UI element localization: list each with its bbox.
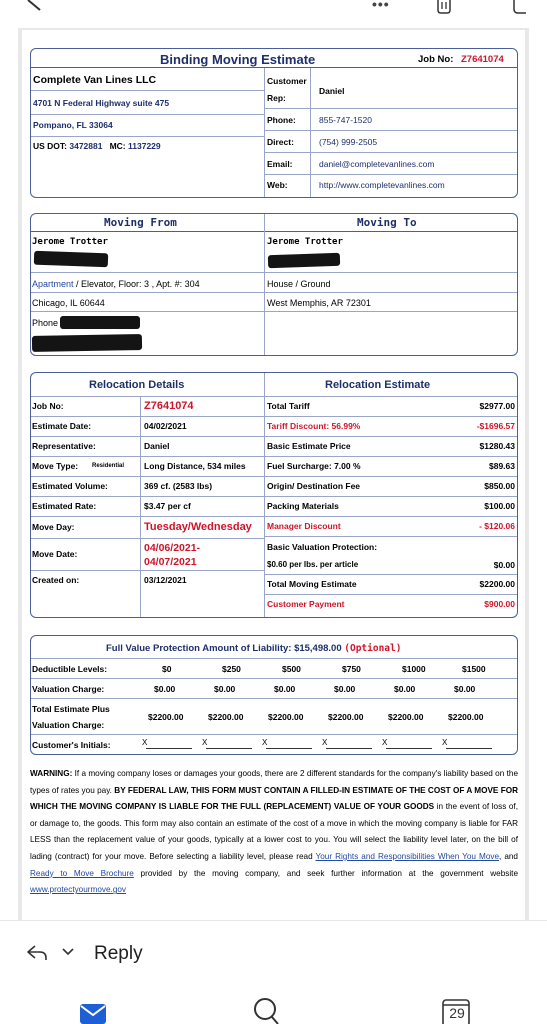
divider (265, 436, 517, 437)
moving-from-title: Moving From (104, 216, 177, 229)
redacted-phone (60, 316, 140, 329)
estimate-value: $2977.00 (479, 401, 515, 411)
total-with-valuation: $2200.00 (388, 712, 424, 722)
redacted-address (34, 251, 108, 268)
valuation-charge: $0.00 (154, 684, 176, 694)
initials-label: Customer's Initials: (32, 740, 111, 750)
initials-field[interactable]: X (262, 738, 268, 747)
detail-value: Daniel (144, 440, 170, 451)
email-label: Email: (267, 159, 293, 169)
usdot-row: US DOT: 3472881 MC: 1137229 (33, 141, 161, 151)
detail-value: 369 cf. (2583 lbs) (144, 480, 213, 491)
initials-field[interactable]: X (442, 738, 448, 747)
deductible-level: $250 (222, 664, 241, 674)
divider (265, 496, 517, 497)
detail-sublabel: Residential (92, 463, 125, 469)
relocation-estimate-title: Relocation Estimate (325, 379, 431, 391)
divider (265, 416, 517, 417)
estimate-label: Basic Estimate Price (267, 441, 351, 451)
divider (265, 594, 517, 595)
direct-label: Direct: (267, 137, 294, 147)
valuation-charge: $0.00 (454, 684, 476, 694)
job-number: Z7641074 (461, 54, 504, 65)
reply-bar (0, 920, 547, 986)
estimate-value: $89.63 (489, 461, 515, 471)
initials-field[interactable]: X (202, 738, 208, 747)
divider (31, 496, 264, 497)
phone-value: 855-747-1520 (319, 115, 372, 125)
mc-number: 1137229 (128, 141, 161, 151)
estimate-label: Origin/ Destination Fee (267, 481, 361, 491)
divider (265, 476, 517, 477)
from-phone-label: Phone (32, 318, 59, 328)
estimate-label: Tariff Discount: 56.99% (267, 421, 361, 431)
search-icon[interactable] (252, 996, 280, 1024)
divider (31, 678, 517, 679)
deductible-level: $750 (342, 664, 361, 674)
valuation-charge: $0.00 (334, 684, 356, 694)
initials-field[interactable]: X (322, 738, 328, 747)
detail-label: Move Type: (32, 461, 79, 471)
total-with-valuation: $2200.00 (328, 712, 364, 722)
estimate-value: $850.00 (484, 481, 515, 491)
divider (31, 570, 264, 571)
initials-underline (206, 748, 252, 749)
company-address: 4701 N Federal Highway suite 475 (33, 98, 170, 108)
detail-value: 04/02/2021 (144, 420, 187, 431)
rights-link[interactable]: Your Rights and Responsibilities When You Move (315, 851, 500, 861)
archive-icon[interactable] (512, 0, 528, 14)
from-city: Chicago, IL 60644 (32, 298, 105, 308)
estimate-label: Customer Payment (267, 599, 345, 609)
mail-icon[interactable] (80, 1000, 106, 1024)
back-arrow-icon[interactable] (26, 0, 46, 12)
company-city: Pompano, FL 33064 (33, 120, 113, 130)
redacted-contact (32, 334, 142, 352)
phone-label: Phone: (267, 115, 296, 125)
move-date-end: 04/07/2021 (144, 556, 197, 568)
from-type: Apartment / Elevator, Floor: 3 , Apt. #: 304 (32, 279, 200, 289)
rep-label-2: Rep: (267, 93, 286, 103)
estimate-document (22, 30, 525, 920)
top-toolbar (0, 0, 547, 26)
divider (265, 574, 517, 575)
estimate-label: Total Tariff (267, 401, 310, 411)
web-label: Web: (267, 180, 288, 190)
initials-underline (326, 748, 372, 749)
divider (31, 456, 264, 457)
estimate-label: Total Moving Estimate (267, 579, 357, 589)
detail-value: 03/12/2021 (144, 574, 187, 585)
estimate-label: Fuel Surcharge: 7.00 % (267, 461, 361, 471)
divider (31, 436, 264, 437)
usdot-number: 3472881 (69, 141, 103, 151)
rep-name: Daniel (319, 86, 345, 96)
valuation-charge: $0.00 (274, 684, 296, 694)
valuation-charge: $0.00 (214, 684, 236, 694)
reply-button[interactable]: Reply (94, 943, 143, 964)
divider (31, 516, 264, 517)
estimate-label: Basic Valuation Protection: (267, 542, 378, 552)
deductible-level: $500 (282, 664, 301, 674)
document-title: Binding Moving Estimate (160, 52, 316, 67)
estimate-value: -$1696.57 (476, 421, 515, 431)
divider (265, 516, 517, 517)
total-with-valuation: $2200.00 (268, 712, 304, 722)
detail-label: Estimate Date: (32, 421, 92, 431)
direct-value: (754) 999-2505 (319, 137, 378, 147)
redacted-to-address (268, 253, 340, 269)
divider (31, 698, 517, 699)
deductible-level: $0 (162, 664, 172, 674)
web-value[interactable]: http://www.completevanlines.com (319, 180, 445, 190)
divider (31, 538, 264, 539)
total-with-valuation: $2200.00 (448, 712, 484, 722)
calendar-day[interactable]: 29 (449, 1005, 465, 1021)
divider (265, 396, 517, 397)
apartment-link[interactable]: Apartment (32, 279, 74, 289)
job-label: Job No: (418, 54, 454, 65)
detail-label: Representative: (32, 441, 96, 451)
estimate-value: $100.00 (484, 501, 515, 511)
divider (31, 734, 517, 735)
to-city: West Memphis, AR 72301 (267, 298, 371, 308)
relocation-details-title: Relocation Details (89, 379, 185, 391)
detail-value: Tuesday/Wednesday (144, 520, 252, 533)
deductible-level: $1000 (402, 664, 426, 674)
email-value[interactable]: daniel@completevanlines.com (319, 159, 435, 169)
detail-label: Estimated Volume: (32, 481, 108, 491)
deductible-label: Deductible Levels: (32, 664, 108, 674)
move-date-start: 04/06/2021- (144, 542, 201, 554)
company-name: Complete Van Lines LLC (33, 74, 157, 86)
estimate-value: $0.00 (493, 560, 515, 570)
initials-field[interactable]: X (382, 738, 388, 747)
initials-field[interactable]: X (142, 738, 148, 747)
optional-tag: (Optional) (344, 643, 402, 654)
reply-icon[interactable] (26, 943, 48, 961)
estimate-value: - $120.06 (479, 521, 515, 531)
divider (31, 476, 264, 477)
estimate-label: $0.60 per lbs. per article (267, 560, 359, 569)
initials-underline (386, 748, 432, 749)
moving-to-title: Moving To (357, 216, 417, 229)
protectyourmove-link[interactable]: www.protectyourmove.gov (30, 885, 127, 895)
to-name: Jerome Trotter (267, 237, 343, 247)
total-with-valuation: $2200.00 (208, 712, 244, 722)
total-label-2: Valuation Charge: (32, 720, 105, 730)
estimate-label: Manager Discount (267, 521, 341, 531)
protection-title: Full Value Protection Amount of Liability: $15,498.00 (Optional) (106, 643, 402, 654)
divider (265, 456, 517, 457)
estimate-label: Packing Materials (267, 501, 339, 511)
valuation-label: Valuation Charge: (32, 684, 105, 694)
detail-value: $3.47 per cf (144, 500, 191, 511)
divider (31, 658, 517, 659)
brochure-link[interactable]: Ready to Move Brochure (30, 868, 134, 878)
initials-underline (266, 748, 312, 749)
trash-icon[interactable] (436, 0, 452, 14)
more-options-icon[interactable]: ••• (372, 0, 390, 12)
bottom-nav (0, 986, 547, 1024)
total-label-1: Total Estimate Plus (32, 704, 110, 714)
deductible-level: $1500 (462, 664, 486, 674)
estimate-value: $900.00 (484, 599, 515, 609)
divider (31, 396, 264, 397)
valuation-charge: $0.00 (394, 684, 416, 694)
divider (265, 536, 517, 537)
estimate-value: $1280.43 (479, 441, 515, 451)
to-type: House / Ground (267, 279, 331, 289)
chevron-down-icon[interactable] (62, 947, 74, 957)
detail-label: Move Day: (32, 522, 75, 532)
initials-underline (146, 748, 192, 749)
detail-value: Z7641074 (144, 399, 194, 412)
initials-underline (446, 748, 492, 749)
estimate-value: $2200.00 (479, 579, 515, 589)
rep-label-1: Customer (267, 76, 307, 86)
detail-label: Move Date: (32, 549, 78, 559)
divider (31, 416, 264, 417)
detail-value: Long Distance, 534 miles (144, 460, 246, 471)
detail-label: Job No: (32, 401, 64, 411)
detail-label: Created on: (32, 575, 80, 585)
detail-label: Estimated Rate: (32, 501, 97, 511)
total-with-valuation: $2200.00 (148, 712, 184, 722)
from-name: Jerome Trotter (32, 237, 108, 247)
warning-text: WARNING: If a moving company loses or damages your goods, there are 2 different standards for the company's liability based on the types of rates you pay. BY FEDERAL LAW, THIS FORM MUST CONTAIN A FILLED-IN ESTIMATE OF THE COST OF A MOVE FOR WHICH THE MOVING COMPANY IS LIABLE FOR THE FULL (REPLACEMENT) VALUE OF YOUR GOODS in the event of loss of, or damage to, the goods. This form may also contain an estimate of the cost of a move in which the moving company is liable for FAR LESS than the replacement value of your goods, typically at a lower cost to you. You will select the liability level later, on the bill of lading (contract) for your move. Before selecting a liability level, please read Your Rights and Responsibilities When You Move, and Ready to Move Brochure provided by the moving company, and seek further information at the government website www.protectyourmove.gov (30, 769, 519, 895)
